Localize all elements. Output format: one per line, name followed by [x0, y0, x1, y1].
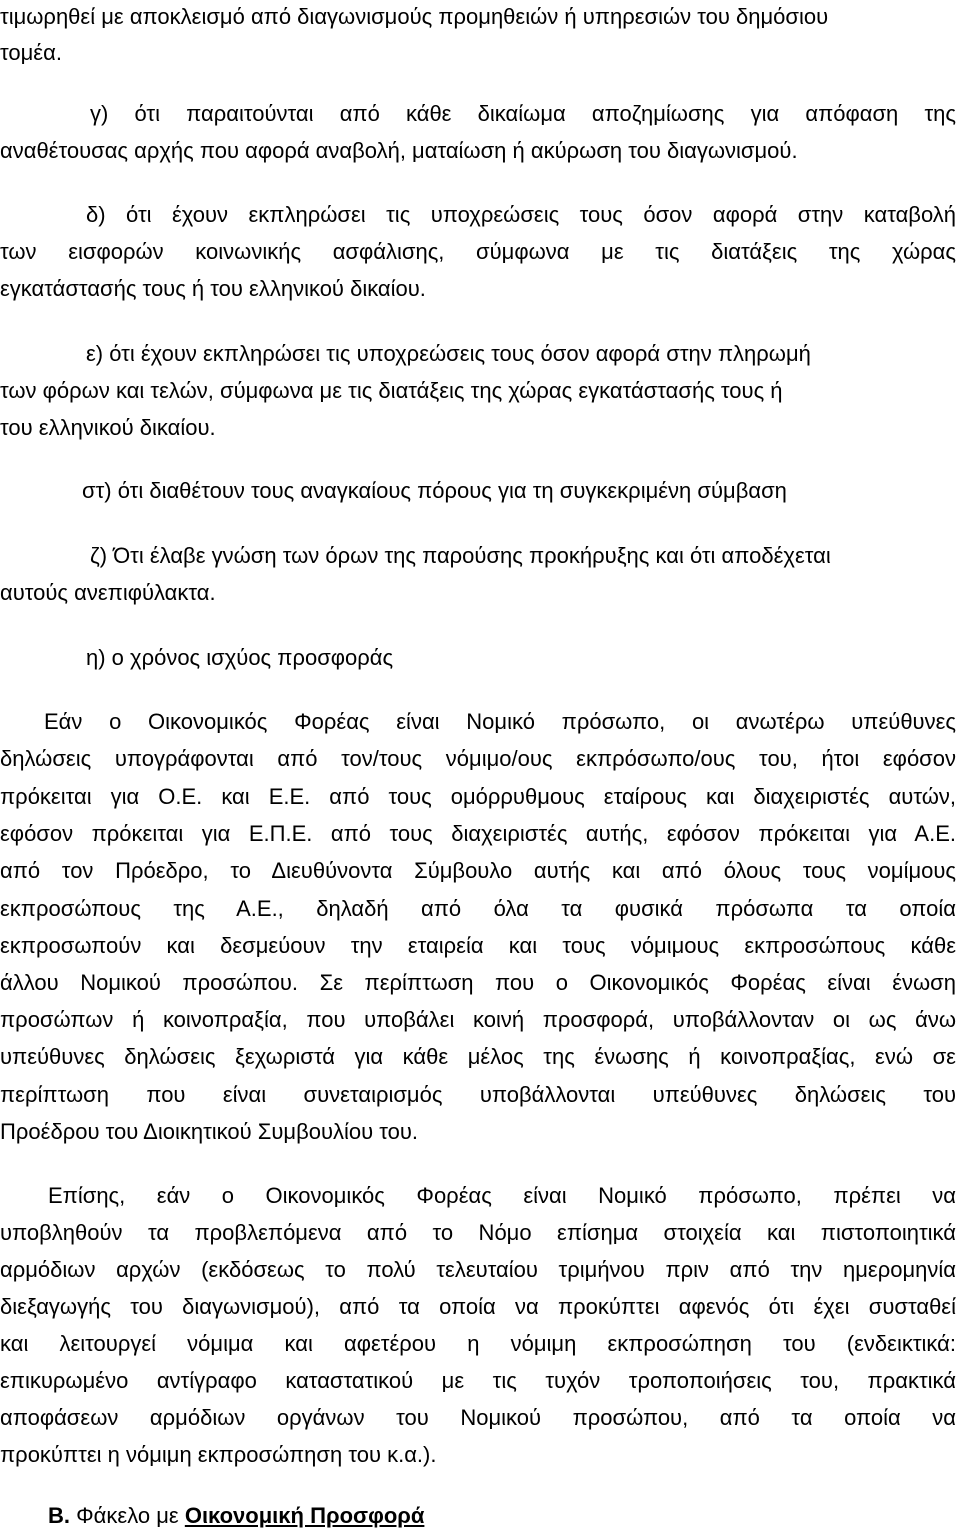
text-line: επικυρωμένο αντίγραφο καταστατικού με τις τυχόν τροποποιήσεις του, πρακτικά: [0, 1368, 956, 1393]
text-line: Εάν ο Οικονομικός Φορέας είναι Νομικό πρόσωπο, οι ανωτέρω υπεύθυνες: [44, 709, 956, 734]
text-line: του ελληνικού δικαίου.: [0, 415, 216, 440]
text-line: ζ) Ότι έλαβε γνώση των όρων της παρούσης προκήρυξης και ότι αποδέχεται: [90, 543, 831, 568]
text-line: εφόσον πρόκειται για Ε.Π.Ε. από τους διαχειριστές αυτής, εφόσον πρόκειται για Α.Ε.: [0, 821, 956, 846]
text-line: Επίσης, εάν ο Οικονομικός Φορέας είναι Νομικό πρόσωπο, πρέπει να: [48, 1183, 956, 1208]
text-line: αρμόδιων αρχών (εκδόσεως το πολύ τελευταίου τριμήνου πριν από την ημερομηνία: [0, 1257, 956, 1282]
text-line: περίπτωση που είναι συνεταιρισμός υποβάλλονται υπεύθυνες δηλώσεις του: [0, 1082, 956, 1107]
text-line: εκπροσωπούν και δεσμεύουν την εταιρεία και τους νόμιμους εκπροσώπους κάθε: [0, 933, 956, 958]
section-heading: [48, 1503, 960, 1529]
text-line: τομέα.: [0, 40, 62, 65]
text-line: πρόκειται για Ο.Ε. και Ε.Ε. από τους ομόρρυθμους εταίρους και διαχειριστές αυτών,: [0, 784, 956, 809]
text-line: δ) ότι έχουν εκπληρώσει τις υποχρεώσεις τους όσον αφορά στην καταβολή: [86, 202, 956, 227]
text-line: άλλου Νομικού προσώπου. Σε περίπτωση που ο Οικονομικός Φορέας είναι ένωση: [0, 970, 956, 995]
section-title: Οικονομική Προσφορά: [184, 1503, 425, 1528]
text-line: ε) ότι έχουν εκπληρώσει τις υποχρεώσεις τους όσον αφορά στην πληρωμή: [86, 341, 811, 366]
text-line: υποβληθούν τα προβλεπόμενα από το Νόμο επίσημα στοιχεία και πιστοποιητικά: [0, 1220, 956, 1245]
text-line: διεξαγωγής του διαγωνισμού), από τα οποία να προκύπτει αφενός ότι έχει συσταθεί: [0, 1294, 956, 1319]
text-line: αυτούς ανεπιφύλακτα.: [0, 580, 216, 605]
text-line: Προέδρου του Διοικητικού Συμβουλίου του.: [0, 1119, 419, 1144]
text-line: των φόρων και τελών, σύμφωνα με τις διατάξεις της χώρας εγκατάστασής τους ή: [0, 378, 783, 403]
text-line: εκπροσώπους της Α.Ε., δηλαδή από όλα τα φυσικά πρόσωπα τα οποία: [0, 896, 956, 921]
text-line: και λειτουργεί νόμιμα και αφετέρου η νόμιμη εκπροσώπηση του (ενδεικτικά:: [0, 1331, 956, 1356]
text-line: προσώπων ή κοινοπραξία, που υποβάλει κοινή προσφορά, υποβάλλονταν οι ως άνω: [0, 1007, 956, 1032]
text-line: από τον Πρόεδρο, το Διευθύνοντα Σύμβουλο αυτής και από όλους τους νομίμους: [0, 858, 956, 883]
text-line: υπεύθυνες δηλώσεις ξεχωριστά για κάθε μέλος της ένωσης ή κοινοπραξίας, ενώ σε: [0, 1044, 956, 1069]
text-line: στ) ότι διαθέτουν τους αναγκαίους πόρους για τη συγκεκριμένη σύμβαση: [82, 478, 787, 503]
text-line: η) ο χρόνος ισχύος προσφοράς: [86, 645, 394, 670]
text-line: δηλώσεις υπογράφονται από τον/τους νόμιμο/ους εκπρόσωπο/ους του, ήτοι εφόσον: [0, 746, 956, 771]
text-line: αποφάσεων αρμόδιων οργάνων του Νομικού προσώπου, από τα οποία να: [0, 1405, 956, 1430]
section-letter: Β.: [48, 1503, 70, 1528]
text-line: τιμωρηθεί με αποκλεισμό από διαγωνισμούς προμηθειών ή υπηρεσιών του δημόσιου: [0, 4, 829, 29]
text-line: εγκατάστασής τους ή του ελληνικού δικαίου.: [0, 276, 426, 301]
text-line: γ) ότι παραιτούνται από κάθε δικαίωμα αποζημίωσης για απόφαση της: [90, 101, 956, 126]
text-line: των εισφορών κοινωνικής ασφάλισης, σύμφωνα με τις διατάξεις της χώρας: [0, 239, 956, 264]
section-prefix: Φάκελο με: [76, 1503, 179, 1528]
text-line: αναθέτουσας αρχής που αφορά αναβολή, ματαίωση ή ακύρωση του διαγωνισμού.: [0, 138, 798, 163]
text-line: προκύπτει η νόμιμη εκπροσώπηση του κ.α.).: [0, 1442, 437, 1467]
